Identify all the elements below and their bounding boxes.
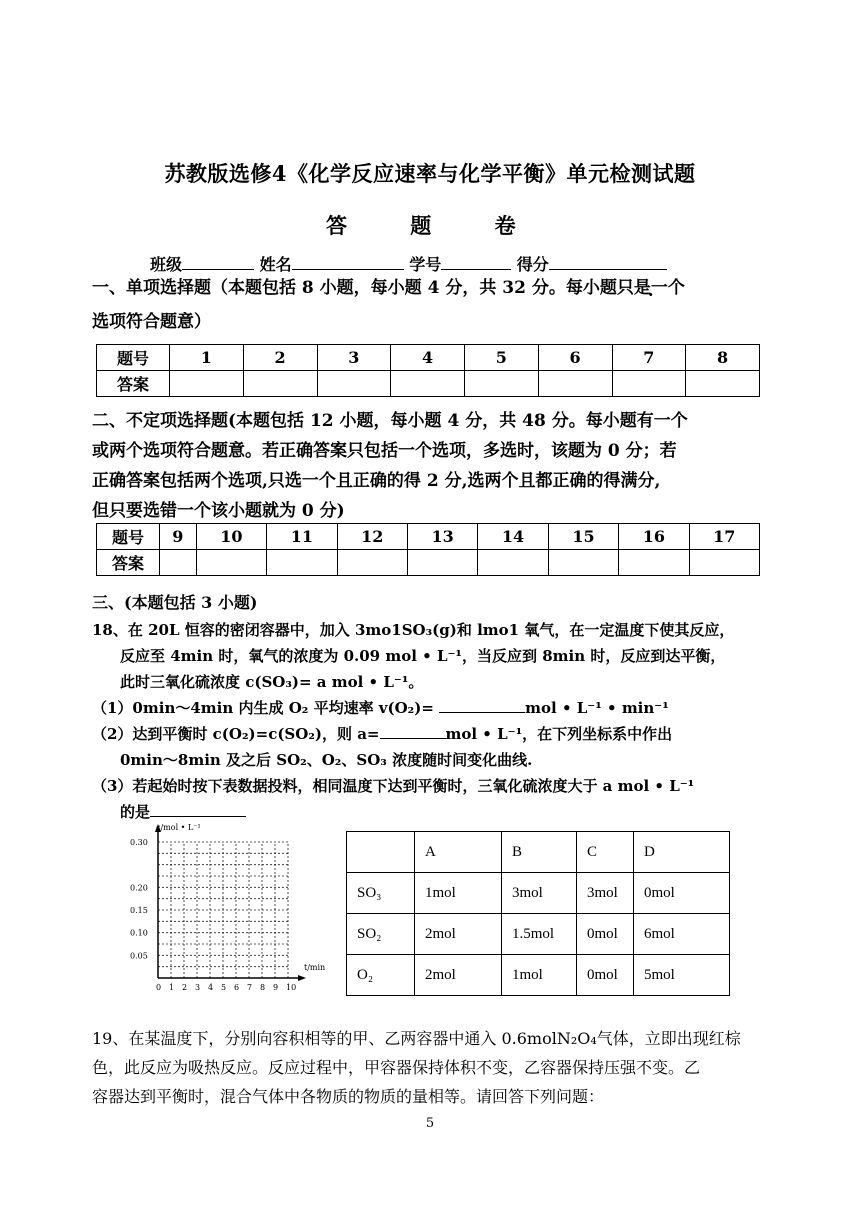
section1-text-cont: 选项符合题意） <box>92 312 211 332</box>
answer-cell[interactable] <box>243 371 317 397</box>
y-axis-label: c/mol • L⁻¹ <box>156 823 201 832</box>
table-cell: 0mol <box>577 955 634 996</box>
q18-part3: （3）若起始时按下表数据投料，相同温度下达到平衡时，三氧化硫浓度大于 a mol • L⁻¹ <box>92 777 695 795</box>
score-blank[interactable] <box>549 253 667 270</box>
y-tick-label: 0.05 <box>130 951 148 961</box>
section2-line: 或两个选项符合题意。若正确答案只包括一个选项，多选时，该题为 0 分；若 <box>92 441 677 461</box>
table-cell: 6mol <box>634 914 730 955</box>
question-number-cell: 10 <box>196 524 266 550</box>
header-B: B <box>502 832 577 873</box>
q18-line: 18、在 20L 恒容的密闭容器中，加入 3mo1SO₃(g)和 lmo1 氧气，在一定温度下使其反应， <box>92 621 735 639</box>
x-tick-label: 9 <box>273 983 279 992</box>
section1-answer-table <box>96 344 760 397</box>
table-cell: 1mol <box>415 873 502 914</box>
question-number-cell: 12 <box>337 524 407 550</box>
table-cell: 0mol <box>577 914 634 955</box>
row-label-o2: O₂ <box>347 955 415 996</box>
feed-data-table <box>346 831 730 996</box>
section2-line: 正确答案包括两个选项,只选一个且正确的得 2 分,选两个且都正确的得满分, <box>92 471 661 491</box>
page-number: 5 <box>425 1116 435 1131</box>
table-cell: 2mol <box>415 955 502 996</box>
header-C: C <box>577 832 634 873</box>
question-number-label: 题号 <box>97 345 170 371</box>
q18-part3-blank[interactable] <box>150 800 246 817</box>
question-number-cell: 5 <box>465 345 539 371</box>
question-number-cell: 13 <box>407 524 477 550</box>
page-title: 苏教版选修4《化学反应速率与化学平衡》单元检测试题 <box>164 161 696 186</box>
answer-cell[interactable] <box>337 550 407 576</box>
question-number-cell: 4 <box>391 345 465 371</box>
question-number-label: 题号 <box>97 524 160 550</box>
answer-cell[interactable] <box>317 371 391 397</box>
x-tick-label: 0 <box>156 983 162 992</box>
question-number-cell: 6 <box>538 345 612 371</box>
q18-part1: （1）0min～4min 内生成 O₂ 平均速率 v(O₂)= <box>92 699 440 717</box>
x-tick-label: 3 <box>195 983 201 992</box>
answer-cell[interactable] <box>548 550 618 576</box>
x-axis-arrow <box>298 975 306 981</box>
section1-text: 一、单项选择题（本题包括 8 小题，每小题 4 分，共 32 分。每小题 <box>92 278 617 298</box>
y-tick-label: 0.10 <box>130 928 148 938</box>
table-cell: 0mol <box>634 873 730 914</box>
q19-line: 19、在某温度下，分别向容积相等的甲、乙两容器中通入 0.6molN₂O₄气体，立即出现红棕 <box>92 1029 741 1048</box>
id-blank[interactable] <box>441 253 511 270</box>
question-number-cell: 11 <box>267 524 337 550</box>
x-tick-label: 6 <box>234 983 240 992</box>
question-number-cell: 9 <box>160 524 197 550</box>
answer-cell[interactable] <box>478 550 548 576</box>
student-info-line <box>150 252 667 275</box>
question-number-cell: 15 <box>548 524 618 550</box>
q18-part1-blank[interactable] <box>439 696 525 713</box>
y-tick-label: 0.15 <box>130 906 148 915</box>
answer-cell[interactable] <box>391 371 465 397</box>
page-subtitle: 答 题 卷 <box>326 213 544 238</box>
q18-part2-blank[interactable] <box>380 722 446 739</box>
class-label: 班级 <box>150 255 183 274</box>
x-tick-label: 2 <box>182 983 188 992</box>
q19-line: 色，此反应为吸热反应。反应过程中，甲容器保持体积不变，乙容器保持压强不变。乙 <box>92 1058 701 1077</box>
x-tick-label: 10 <box>286 983 297 992</box>
q18-part1-unit: mol • L⁻¹ • min⁻¹ <box>525 699 669 717</box>
q18-line: 反应至 4min 时，氧气的浓度为 0.09 mol • L⁻¹，当反应到 8min 时，反应到达平衡， <box>120 647 726 665</box>
header-D: D <box>634 832 730 873</box>
q19-line: 容器达到平衡时，混合气体中各物质的物质的量相等。请回答下列问题： <box>92 1087 605 1106</box>
question-number-cell: 1 <box>170 345 244 371</box>
row-label-so2: SO₂ <box>347 914 415 955</box>
answer-cell[interactable] <box>689 550 759 576</box>
row-label-so3: SO₃ <box>347 873 415 914</box>
section1-instructions <box>92 273 772 337</box>
answer-label: 答案 <box>97 371 170 397</box>
table-cell: 5mol <box>634 955 730 996</box>
question-number-cell: 7 <box>612 345 686 371</box>
answer-cell[interactable] <box>407 550 477 576</box>
x-axis-label: t/min <box>304 963 326 972</box>
header-A: A <box>415 832 502 873</box>
score-label: 得分 <box>516 255 549 274</box>
question-19 <box>92 1024 782 1111</box>
question-18 <box>92 617 782 825</box>
table-cell: 1.5mol <box>502 914 577 955</box>
question-number-cell: 16 <box>619 524 689 550</box>
name-blank[interactable] <box>292 253 404 270</box>
answer-cell[interactable] <box>619 550 689 576</box>
answer-cell[interactable] <box>196 550 266 576</box>
table-cell: 3mol <box>502 873 577 914</box>
table-cell: 1mol <box>502 955 577 996</box>
answer-label: 答案 <box>97 550 160 576</box>
section3-heading: 三、(本题包括 3 小题) <box>92 593 258 612</box>
question-number-cell: 17 <box>689 524 759 550</box>
answer-cell[interactable] <box>267 550 337 576</box>
answer-cell[interactable] <box>686 371 760 397</box>
answer-cell[interactable] <box>465 371 539 397</box>
x-tick-label: 8 <box>260 983 266 992</box>
section2-answer-table <box>96 523 760 576</box>
question-number-cell: 14 <box>478 524 548 550</box>
q18-line: 此时三氧化硫浓度 c(SO₃)= a mol • L⁻¹。 <box>120 673 424 691</box>
table-corner <box>347 832 415 873</box>
answer-cell[interactable] <box>538 371 612 397</box>
class-blank[interactable] <box>182 253 254 270</box>
section2-line: 二、不定项选择题(本题包括 12 小题，每小题 4 分，共 48 分。每小题有一个 <box>92 411 688 431</box>
x-tick-label: 7 <box>247 983 253 992</box>
x-tick-label: 5 <box>221 983 227 992</box>
name-label: 姓名 <box>259 255 292 274</box>
concentration-time-graph <box>128 820 328 1000</box>
x-tick-label: 4 <box>208 983 214 992</box>
answer-cell[interactable] <box>170 371 244 397</box>
q18-part2: （2）达到平衡时 c(O₂)=c(SO₂)，则 a= <box>92 725 380 743</box>
y-tick-label: 0.20 <box>130 883 148 893</box>
q18-part2-cont: 0min～8min 及之后 SO₂、O₂、SO₃ 浓度随时间变化曲线. <box>120 751 533 769</box>
q18-part2-text: mol • L⁻¹，在下列坐标系中作出 <box>445 725 673 743</box>
answer-cell[interactable] <box>160 550 197 576</box>
question-number-cell: 8 <box>686 345 760 371</box>
y-tick-label: 0.30 <box>130 838 148 847</box>
table-cell: 3mol <box>577 873 634 914</box>
section1-emphasis: 只是一个 <box>616 278 685 298</box>
section2-instructions <box>92 406 772 526</box>
answer-cell[interactable] <box>612 371 686 397</box>
question-number-cell: 3 <box>317 345 391 371</box>
section2-line: 但只要选错一个该小题就为 0 分) <box>92 501 345 521</box>
x-tick-label: 1 <box>169 983 175 992</box>
table-cell: 2mol <box>415 914 502 955</box>
question-number-cell: 2 <box>243 345 317 371</box>
q18-part3-cont: 的是 <box>120 803 151 821</box>
id-label: 学号 <box>409 255 442 274</box>
